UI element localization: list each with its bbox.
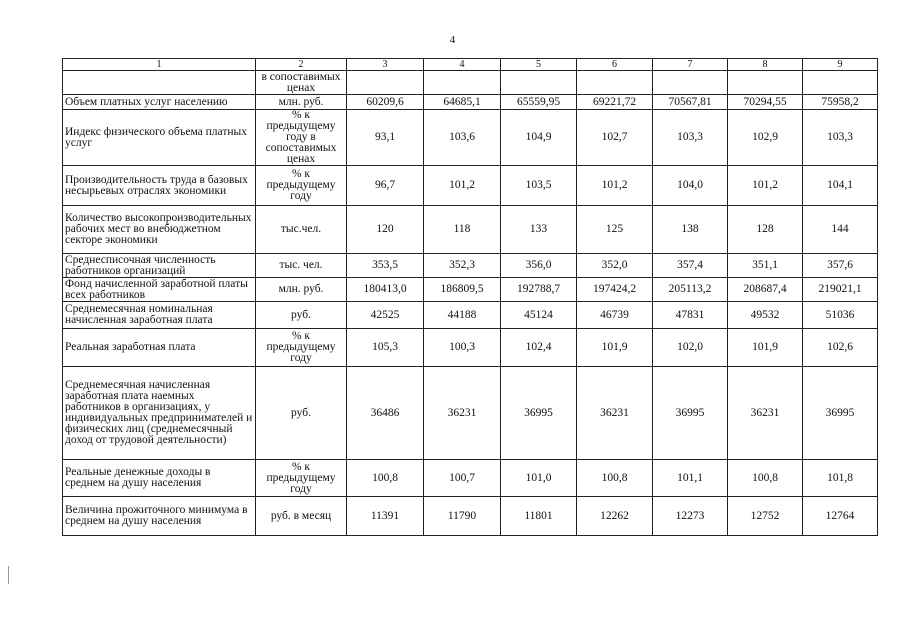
value-cell: 120 — [347, 206, 424, 254]
value-cell: 44188 — [424, 302, 501, 329]
value-cell — [424, 71, 501, 95]
value-cell: 12752 — [728, 497, 803, 536]
unit-cell: млн. руб. — [256, 95, 347, 110]
value-cell — [653, 71, 728, 95]
column-number: 6 — [577, 59, 653, 71]
value-cell: 65559,95 — [501, 95, 577, 110]
value-cell: 100,3 — [424, 329, 501, 367]
value-cell: 205113,2 — [653, 278, 728, 302]
table-row — [63, 206, 878, 254]
value-cell: 103,5 — [501, 166, 577, 206]
page-number: 4 — [449, 34, 456, 46]
value-cell: 192788,7 — [501, 278, 577, 302]
value-cell: 12764 — [803, 497, 878, 536]
value-cell: 101,9 — [728, 329, 803, 367]
table-row — [63, 497, 878, 536]
value-cell: 102,0 — [653, 329, 728, 367]
scan-margin-mark — [8, 580, 13, 584]
value-cell: 125 — [577, 206, 653, 254]
indicator-cell: Индекс физического объема платных услуг — [63, 110, 256, 166]
value-cell: 102,9 — [728, 110, 803, 166]
column-number: 7 — [653, 59, 728, 71]
value-cell: 357,6 — [803, 254, 878, 278]
column-number: 2 — [256, 59, 347, 71]
value-cell: 36995 — [501, 367, 577, 460]
value-cell: 102,7 — [577, 110, 653, 166]
value-cell: 104,0 — [653, 166, 728, 206]
table-row — [63, 254, 878, 278]
value-cell: 64685,1 — [424, 95, 501, 110]
value-cell: 356,0 — [501, 254, 577, 278]
value-cell: 128 — [728, 206, 803, 254]
value-cell: 144 — [803, 206, 878, 254]
value-cell — [501, 71, 577, 95]
value-cell: 186809,5 — [424, 278, 501, 302]
value-cell: 70567,81 — [653, 95, 728, 110]
unit-cell: % к предыдущему году — [256, 460, 347, 497]
value-cell: 101,2 — [728, 166, 803, 206]
value-cell: 102,6 — [803, 329, 878, 367]
value-cell — [577, 71, 653, 95]
scan-margin-mark — [8, 566, 13, 580]
value-cell: 180413,0 — [347, 278, 424, 302]
value-cell: 197424,2 — [577, 278, 653, 302]
table-row — [63, 329, 878, 367]
value-cell: 46739 — [577, 302, 653, 329]
value-cell: 101,9 — [577, 329, 653, 367]
value-cell: 12273 — [653, 497, 728, 536]
column-number: 1 — [63, 59, 256, 71]
value-cell: 12262 — [577, 497, 653, 536]
value-cell: 36231 — [577, 367, 653, 460]
value-cell: 75958,2 — [803, 95, 878, 110]
table-row — [63, 166, 878, 206]
unit-cell: тыс.чел. — [256, 206, 347, 254]
indicator-cell: Реальная заработная плата — [63, 329, 256, 367]
value-cell: 96,7 — [347, 166, 424, 206]
value-cell: 45124 — [501, 302, 577, 329]
table-row — [63, 278, 878, 302]
value-cell: 100,8 — [347, 460, 424, 497]
value-cell: 357,4 — [653, 254, 728, 278]
value-cell: 101,8 — [803, 460, 878, 497]
value-cell: 11391 — [347, 497, 424, 536]
unit-cell: руб. в месяц — [256, 497, 347, 536]
table-row — [63, 367, 878, 460]
indicator-cell: Фонд начисленной заработной платы всех работников — [63, 278, 256, 302]
table-body — [63, 59, 878, 536]
column-number-row — [63, 59, 878, 71]
table-row — [63, 71, 878, 95]
table-row — [63, 95, 878, 110]
value-cell: 104,1 — [803, 166, 878, 206]
column-number: 4 — [424, 59, 501, 71]
value-cell: 101,2 — [424, 166, 501, 206]
value-cell: 103,3 — [653, 110, 728, 166]
indicator-cell: Объем платных услуг населению — [63, 95, 256, 110]
value-cell: 104,9 — [501, 110, 577, 166]
indicator-cell: Среднемесячная номинальная начисленная заработная плата — [63, 302, 256, 329]
indicator-cell — [63, 71, 256, 95]
indicators-table — [62, 58, 878, 536]
column-number: 8 — [728, 59, 803, 71]
indicator-cell: Среднесписочная численность работников организаций — [63, 254, 256, 278]
table-row — [63, 110, 878, 166]
value-cell: 353,5 — [347, 254, 424, 278]
column-number: 3 — [347, 59, 424, 71]
value-cell: 103,3 — [803, 110, 878, 166]
value-cell: 100,8 — [728, 460, 803, 497]
value-cell: 101,2 — [577, 166, 653, 206]
value-cell: 36486 — [347, 367, 424, 460]
value-cell: 208687,4 — [728, 278, 803, 302]
value-cell: 351,1 — [728, 254, 803, 278]
value-cell — [803, 71, 878, 95]
value-cell: 133 — [501, 206, 577, 254]
value-cell: 352,0 — [577, 254, 653, 278]
unit-cell: руб. — [256, 302, 347, 329]
value-cell — [347, 71, 424, 95]
value-cell: 101,0 — [501, 460, 577, 497]
unit-cell: тыс. чел. — [256, 254, 347, 278]
value-cell: 11790 — [424, 497, 501, 536]
table-row — [63, 302, 878, 329]
column-number: 9 — [803, 59, 878, 71]
column-number: 5 — [501, 59, 577, 71]
value-cell: 36231 — [728, 367, 803, 460]
value-cell: 138 — [653, 206, 728, 254]
unit-cell: в сопоставимых ценах — [256, 71, 347, 95]
indicator-cell: Величина прожиточного минимума в среднем на душу населения — [63, 497, 256, 536]
value-cell: 70294,55 — [728, 95, 803, 110]
value-cell: 103,6 — [424, 110, 501, 166]
value-cell: 100,8 — [577, 460, 653, 497]
value-cell: 36995 — [803, 367, 878, 460]
value-cell: 118 — [424, 206, 501, 254]
indicator-cell: Производительность труда в базовых несырьевых отраслях экономики — [63, 166, 256, 206]
indicator-cell: Количество высокопроизводительных рабочих мест во внебюджетном секторе экономики — [63, 206, 256, 254]
value-cell: 60209,6 — [347, 95, 424, 110]
value-cell: 93,1 — [347, 110, 424, 166]
value-cell: 102,4 — [501, 329, 577, 367]
value-cell: 101,1 — [653, 460, 728, 497]
value-cell: 100,7 — [424, 460, 501, 497]
indicator-cell: Реальные денежные доходы в среднем на душу населения — [63, 460, 256, 497]
value-cell: 36231 — [424, 367, 501, 460]
value-cell: 105,3 — [347, 329, 424, 367]
unit-cell: руб. — [256, 367, 347, 460]
value-cell: 49532 — [728, 302, 803, 329]
table-row — [63, 460, 878, 497]
value-cell: 47831 — [653, 302, 728, 329]
value-cell: 352,3 — [424, 254, 501, 278]
unit-cell: % к предыдущему году — [256, 329, 347, 367]
indicators-table-container — [62, 58, 878, 536]
unit-cell: млн. руб. — [256, 278, 347, 302]
unit-cell: % к предыдущему году — [256, 166, 347, 206]
value-cell: 69221,72 — [577, 95, 653, 110]
unit-cell: % к предыдущему году в сопоставимых ценах — [256, 110, 347, 166]
value-cell: 51036 — [803, 302, 878, 329]
value-cell: 42525 — [347, 302, 424, 329]
value-cell: 36995 — [653, 367, 728, 460]
indicator-cell: Среднемесячная начисленная заработная плата наемных работников в организациях, у индивидуальных предпринимателей и физических лиц (среднемесячный доход от трудовой деятельности) — [63, 367, 256, 460]
value-cell — [728, 71, 803, 95]
value-cell: 219021,1 — [803, 278, 878, 302]
value-cell: 11801 — [501, 497, 577, 536]
